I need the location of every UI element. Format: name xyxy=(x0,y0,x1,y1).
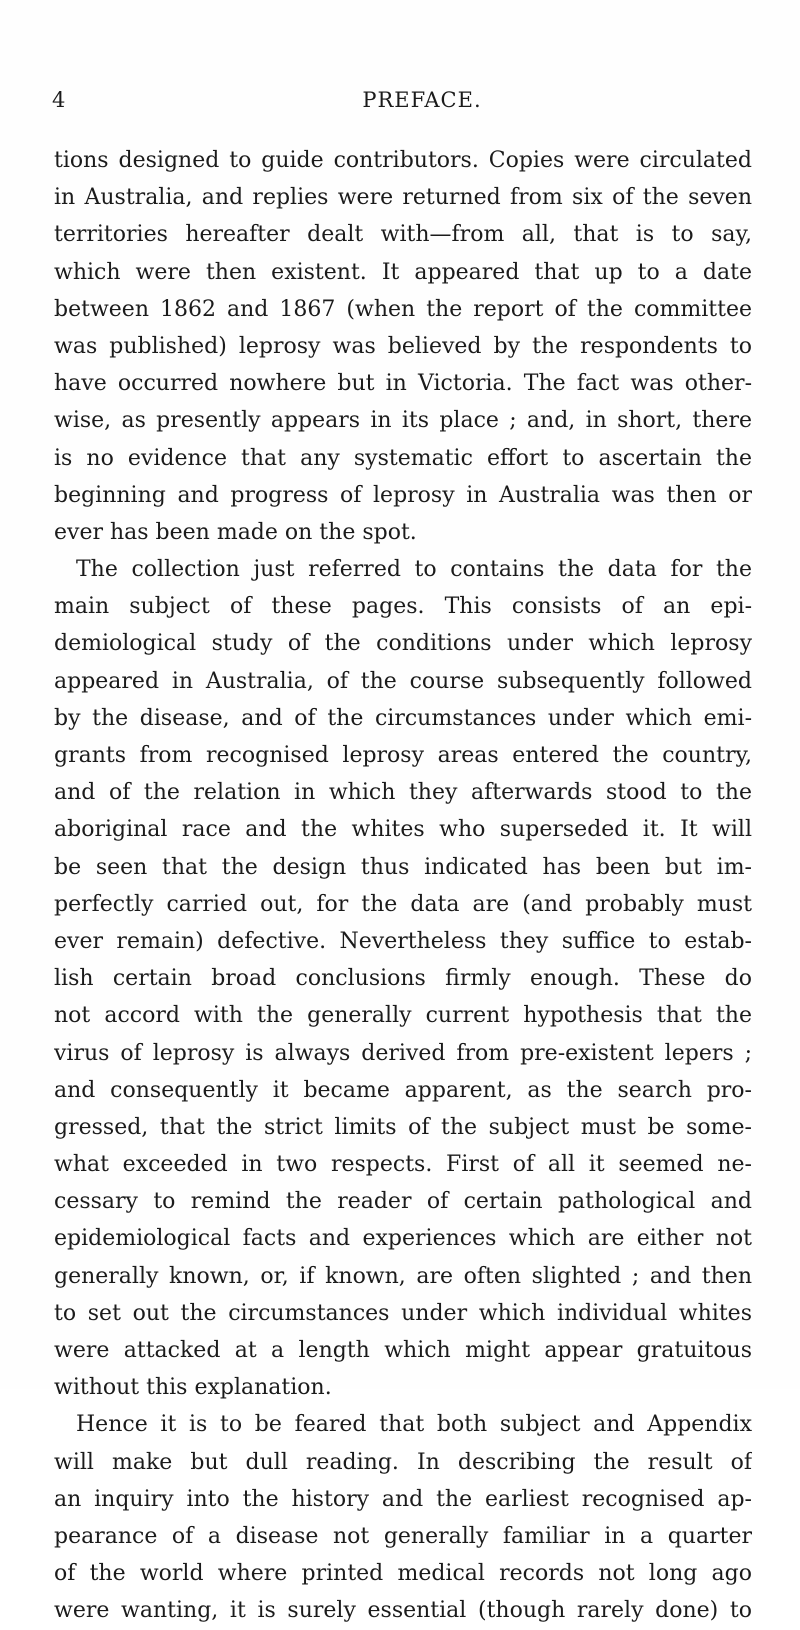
text-line: aboriginal race and the whites who superseded it. It will xyxy=(54,817,752,843)
text-line: to set out the circumstances under which individual whites xyxy=(54,1300,752,1326)
text-line: and consequently it became apparent, as the search pro- xyxy=(54,1077,752,1103)
text-line: have occurred nowhere but in Victoria. The fact was other- xyxy=(54,371,752,397)
text-line: demiological study of the conditions under which leprosy xyxy=(54,631,752,657)
body-text xyxy=(54,142,752,1630)
text-line: not accord with the generally current hypothesis that the xyxy=(54,1003,752,1029)
text-line: what exceeded in two respects. First of all it seemed ne- xyxy=(54,1152,752,1178)
page-header-title: PREFACE. xyxy=(362,88,482,112)
text-line: and of the relation in which they afterwards stood to the xyxy=(54,780,752,806)
running-head xyxy=(52,88,752,118)
text-line: pearance of a disease not generally familiar in a quarter xyxy=(54,1523,752,1549)
text-line: which were then existent. It appeared that up to a date xyxy=(54,259,752,285)
text-line: of the world where printed medical records not long ago xyxy=(54,1561,752,1587)
page-number: 4 xyxy=(52,88,67,112)
text-line: virus of leprosy is always derived from pre-existent lepers ; xyxy=(54,1040,752,1066)
text-line: appeared in Australia, of the course subsequently followed xyxy=(54,668,752,694)
text-line: generally known, or, if known, are often slighted ; and then xyxy=(54,1263,752,1289)
text-line: cessary to remind the reader of certain pathological and xyxy=(54,1189,752,1215)
text-line: main subject of these pages. This consists of an epi- xyxy=(54,594,752,620)
text-line: was published) leprosy was believed by the respondents to xyxy=(54,333,752,359)
text-line: be seen that the design thus indicated has been but im- xyxy=(54,854,752,880)
text-line: Hence it is to be feared that both subject and Appendix xyxy=(76,1412,752,1438)
text-line: were attacked at a length which might appear gratuitous xyxy=(54,1338,752,1363)
text-line: beginning and progress of leprosy in Australia was then or xyxy=(54,482,752,508)
text-line: will make but dull reading. In describing the result of xyxy=(54,1449,752,1475)
text-line: an inquiry into the history and the earliest recognised ap- xyxy=(54,1486,752,1512)
text-line: perfectly carried out, for the data are (and probably must xyxy=(54,891,752,917)
text-line: ever remain) defective. Nevertheless they suffice to estab- xyxy=(54,928,752,954)
text-line: tions designed to guide contributors. Copies were circulated xyxy=(54,148,752,173)
text-line: were wanting, it is surely essential (though rarely done) to xyxy=(54,1598,752,1624)
text-line: wise, as presently appears in its place ; and, in short, there xyxy=(54,408,752,434)
text-line: gressed, that the strict limits of the subject must be some- xyxy=(54,1114,752,1140)
text-line: by the disease, and of the circumstances under which emi- xyxy=(54,705,752,731)
text-line: grants from recognised leprosy areas entered the country, xyxy=(54,743,752,768)
text-line: territories hereafter dealt with—from all, that is to say, xyxy=(54,222,752,248)
text-line: epidemiological facts and experiences which are either not xyxy=(54,1226,752,1252)
text-line: without this explanation. xyxy=(54,1375,332,1401)
text-line: between 1862 and 1867 (when the report of the committee xyxy=(54,296,752,322)
text-line: is no evidence that any systematic effort to ascertain the xyxy=(54,445,752,471)
text-line: lish certain broad conclusions firmly enough. These do xyxy=(54,966,752,992)
text-line: The collection just referred to contains the data for the xyxy=(76,557,752,583)
text-line: in Australia, and replies were returned from six of the seven xyxy=(54,185,752,211)
text-line: ever has been made on the spot. xyxy=(54,519,417,545)
